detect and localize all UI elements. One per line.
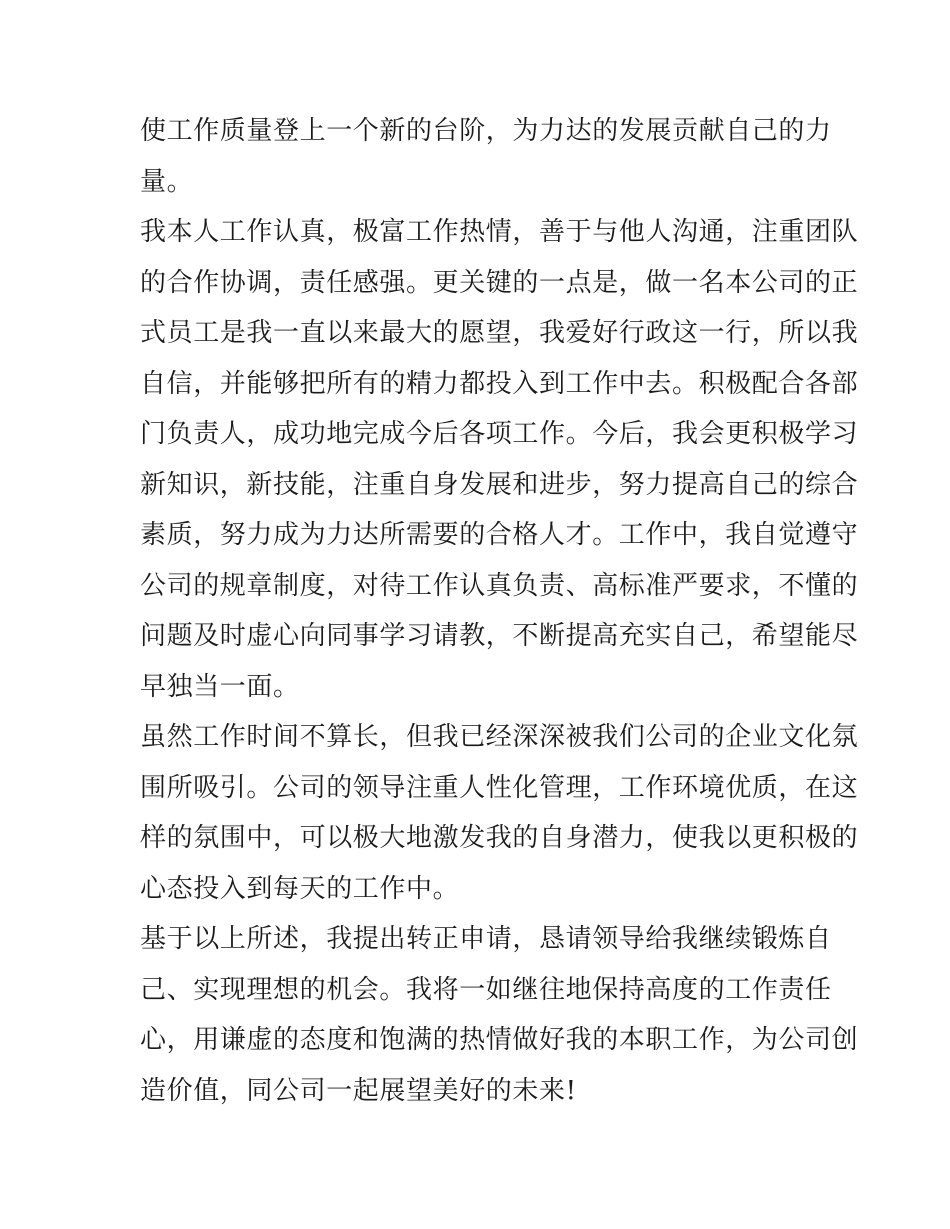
text-line: 造价值，同公司一起展望美好的未来! — [140, 1075, 577, 1106]
text-line: 公司的规章制度，对待工作认真负责、高标准严要求，不懂的 — [140, 570, 859, 601]
text-line: 心态投入到每天的工作中。 — [140, 873, 460, 904]
text-line: 素质，努力成为力达所需要的合格人才。工作中，我自觉遵守 — [140, 520, 859, 550]
text-line: 早独当一面。 — [140, 671, 300, 702]
text-line: 我本人工作认真，极富工作热情，善于与他人沟通，注重团队 — [140, 217, 859, 247]
text-line: 己、实现理想的机会。我将一如继往地保持高度的工作责任 — [140, 974, 832, 1005]
text-line: 门负责人，成功地完成今后各项工作。今后，我会更积极学习 — [140, 419, 859, 449]
text-line: 基于以上所述，我提出转正申请，恳请领导给我继续锻炼自 — [140, 924, 832, 954]
text-line: 问题及时虚心向同事学习请教，不断提高充实自己，希望能尽 — [140, 621, 859, 651]
text-line: 样的氛围中，可以极大地激发我的自身潜力，使我以更积极的 — [140, 823, 859, 853]
text-line: 使工作质量登上一个新的台阶，为力达的发展贡献自己的力 — [140, 116, 832, 146]
document-body — [140, 106, 859, 1116]
text-line: 量。 — [140, 166, 194, 197]
text-line: 式员工是我一直以来最大的愿望，我爱好行政这一行，所以我 — [140, 318, 859, 348]
text-line: 心，用谦虚的态度和饱满的热情做好我的本职工作，为公司创 — [140, 1025, 859, 1055]
text-line: 虽然工作时间不算长，但我已经深深被我们公司的企业文化氛 — [140, 722, 859, 752]
text-line: 的合作协调，责任感强。更关键的一点是，做一名本公司的正 — [140, 267, 859, 298]
text-line: 新知识，新技能，注重自身发展和进步，努力提高自己的综合 — [140, 469, 859, 500]
text-line: 围所吸引。公司的领导注重人性化管理，工作环境优质，在这 — [140, 772, 859, 803]
text-line: 自信，并能够把所有的精力都投入到工作中去。积极配合各部 — [140, 368, 859, 399]
